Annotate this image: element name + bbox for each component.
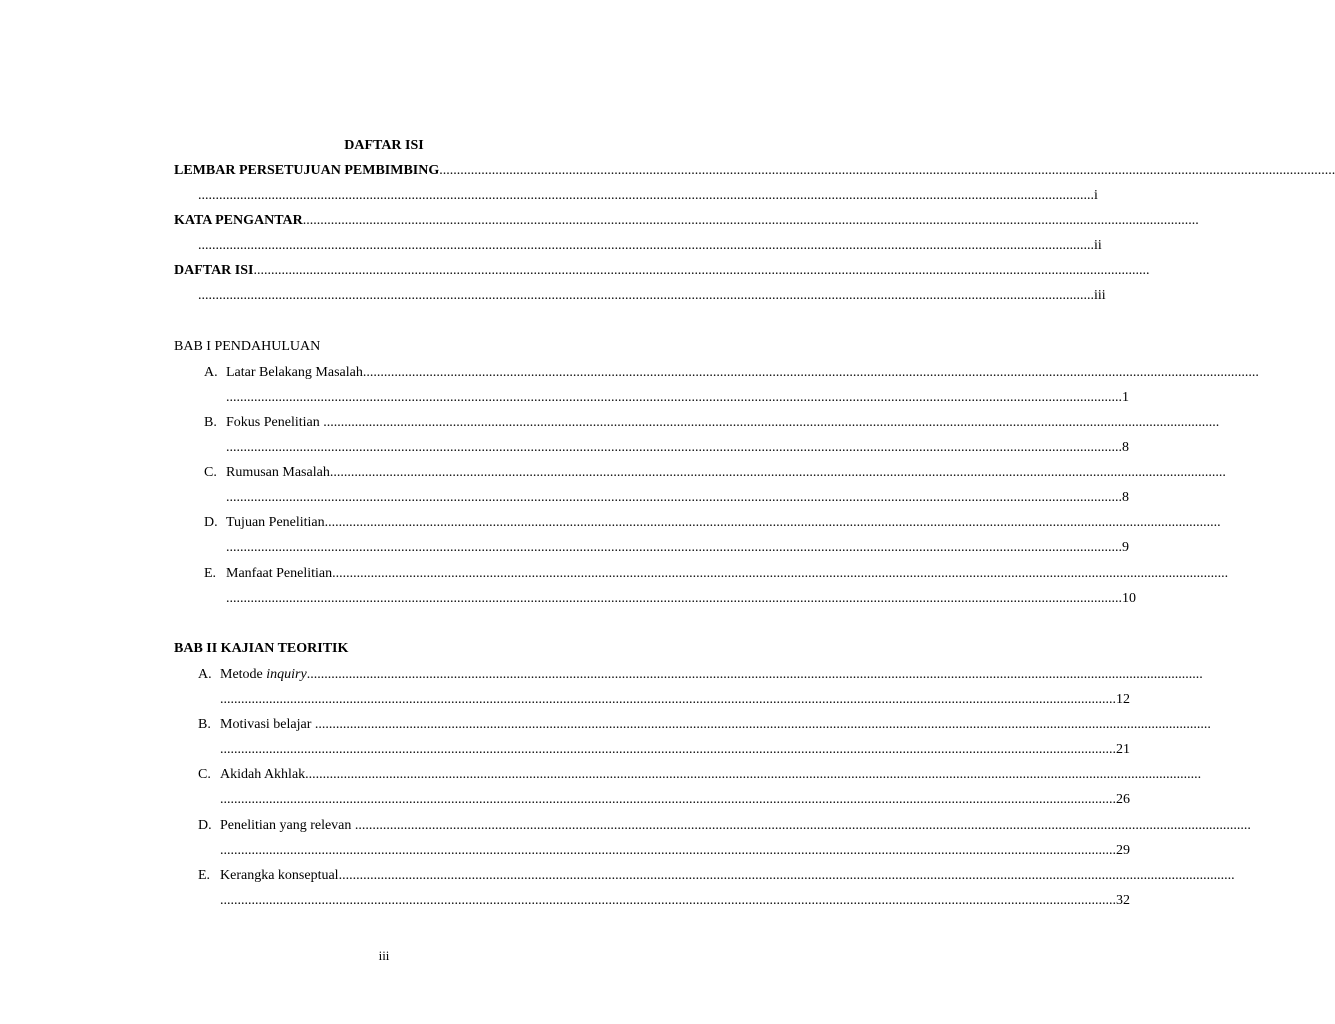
toc-entry-lembar-persetujuan-page-line [198,187,1098,205]
toc-entry-bab2-e-page-line [220,892,1130,910]
toc-dots: ................................................................................................................................................................................................................................................................ [332,566,1229,581]
toc-page-number: 1 [1122,390,1129,405]
toc-page-number: 12 [1116,692,1130,707]
toc-entry-label: Tujuan Penelitian [226,515,325,530]
toc-page-number: 26 [1116,792,1130,807]
toc-entry-number: C. [204,465,217,480]
toc-entry-bab2-c [198,766,1202,784]
toc-entry-bab1-b [204,414,1220,432]
toc-entry-label: LEMBAR PERSETUJUAN PEMBIMBING [174,163,440,178]
toc-page-number: 8 [1122,490,1129,505]
toc-dots: ................................................................................................................................................................................................................................................................ [220,893,1116,908]
toc-page-number: 21 [1116,742,1130,757]
toc-entry-bab2-e [198,867,1235,885]
toc-page-number: 32 [1116,893,1130,908]
toc-dots: ................................................................................................................................................................................................................................................................ [306,667,1203,682]
toc-entry-label-italic: inquiry [266,667,307,682]
toc-entry-number: B. [198,717,211,732]
toc-entry-bab1-e-page-line [226,590,1136,608]
toc-entry-bab1-d [204,514,1221,532]
toc-entry-bab1-b-page-line [226,439,1129,457]
toc-entry-bab2-c-page-line [220,791,1130,809]
toc-entry-label: Metode [220,667,267,682]
toc-entry-label: Latar Belakang Masalah [226,365,363,380]
toc-dots: ................................................................................................................................................................................................................................................................ [329,465,1226,480]
toc-dots: ................................................................................................................................................................................................................................................................ [226,440,1122,455]
toc-entry-kata-pengantar-page-line [198,237,1102,255]
toc-entry-label: DAFTAR ISI [174,263,254,278]
toc-entry-lembar-persetujuan [174,162,1335,180]
toc-dots: ................................................................................................................................................................................................................................................................ [198,288,1094,303]
toc-page-number: ii [1094,238,1102,253]
toc-page-number: iii [1094,288,1106,303]
toc-dots: ................................................................................................................................................................................................................................................................ [198,188,1094,203]
toc-dots: ................................................................................................................................................................................................................................................................ [220,742,1116,757]
toc-dots: ................................................................................................................................................................................................................................................................ [226,591,1122,606]
toc-page-number: 10 [1122,591,1136,606]
toc-entry-number: B. [204,415,217,430]
toc-entry-bab2-d [198,817,1251,835]
toc-entry-bab2-b-page-line [220,741,1130,759]
toc-entry-bab1-a [204,364,1259,382]
toc-page-number: i [1094,188,1098,203]
toc-dots: ................................................................................................................................................................................................................................................................ [314,717,1211,732]
toc-entry-bab2-a [198,666,1203,684]
toc-entry-bab2-b [198,716,1211,734]
toc-dots: ................................................................................................................................................................................................................................................................ [253,263,1150,278]
toc-page-number: 9 [1122,540,1129,555]
toc-dots: ................................................................................................................................................................................................................................................................ [302,213,1199,228]
toc-entry-number: A. [198,667,212,682]
toc-entry-number: E. [198,868,211,883]
toc-entry-label: Kerangka konseptual [220,868,339,883]
toc-entry-bab1-a-page-line [226,389,1129,407]
toc-entry-kata-pengantar [174,212,1199,230]
toc-entry-bab1-d-page-line [226,539,1129,557]
toc-dots: ................................................................................................................................................................................................................................................................ [305,767,1202,782]
toc-entry-number: E. [204,566,217,581]
toc-entry-number: C. [198,767,211,782]
toc-dots: ................................................................................................................................................................................................................................................................ [226,390,1122,405]
toc-entry-daftar-isi-page-line [198,287,1106,305]
toc-entry-label: Manfaat Penelitian [226,566,333,581]
toc-entry-label: Motivasi belajar [220,717,315,732]
toc-entry-bab2-a-page-line [220,691,1130,709]
toc-entry-bab1-e [204,565,1229,583]
toc-dots: ................................................................................................................................................................................................................................................................ [226,540,1122,555]
toc-entry-label: Penelitian yang relevan [220,818,355,833]
toc-entry-bab2-d-page-line [220,842,1130,860]
toc-page-number: 8 [1122,440,1129,455]
toc-dots: ................................................................................................................................................................................................................................................................ [198,238,1094,253]
toc-dots: ................................................................................................................................................................................................................................................................ [354,818,1251,833]
chapter-heading-bab1: BAB I PENDAHULUAN [174,339,321,354]
toc-entry-daftar-isi [174,262,1150,280]
toc-entry-label: Fokus Penelitian [226,415,324,430]
toc-entry-number: D. [204,515,218,530]
toc-dots: ................................................................................................................................................................................................................................................................ [226,490,1122,505]
toc-entry-bab1-c [204,464,1226,482]
chapter-heading-bab2: BAB II KAJIAN TEORITIK [174,641,349,656]
toc-page-number: 29 [1116,843,1130,858]
toc-dots: ................................................................................................................................................................................................................................................................ [220,692,1116,707]
toc-entry-bab1-c-page-line [226,489,1129,507]
page-footer-number: iii [378,948,390,963]
toc-dots: ................................................................................................................................................................................................................................................................ [323,415,1220,430]
toc-entry-label: Rumusan Masalah [226,465,330,480]
toc-entry-number: D. [198,818,212,833]
toc-entry-label: Akidah Akhlak [220,767,306,782]
toc-dots: ................................................................................................................................................................................................................................................................ [439,163,1335,178]
toc-dots: ................................................................................................................................................................................................................................................................ [220,843,1116,858]
toc-dots: ................................................................................................................................................................................................................................................................ [362,365,1259,380]
toc-dots: ................................................................................................................................................................................................................................................................ [220,792,1116,807]
toc-entry-label: KATA PENGANTAR [174,213,303,228]
toc-entry-number: A. [204,365,218,380]
toc-dots: ................................................................................................................................................................................................................................................................ [338,868,1235,883]
page-title: DAFTAR ISI [344,138,424,153]
toc-dots: ................................................................................................................................................................................................................................................................ [324,515,1221,530]
